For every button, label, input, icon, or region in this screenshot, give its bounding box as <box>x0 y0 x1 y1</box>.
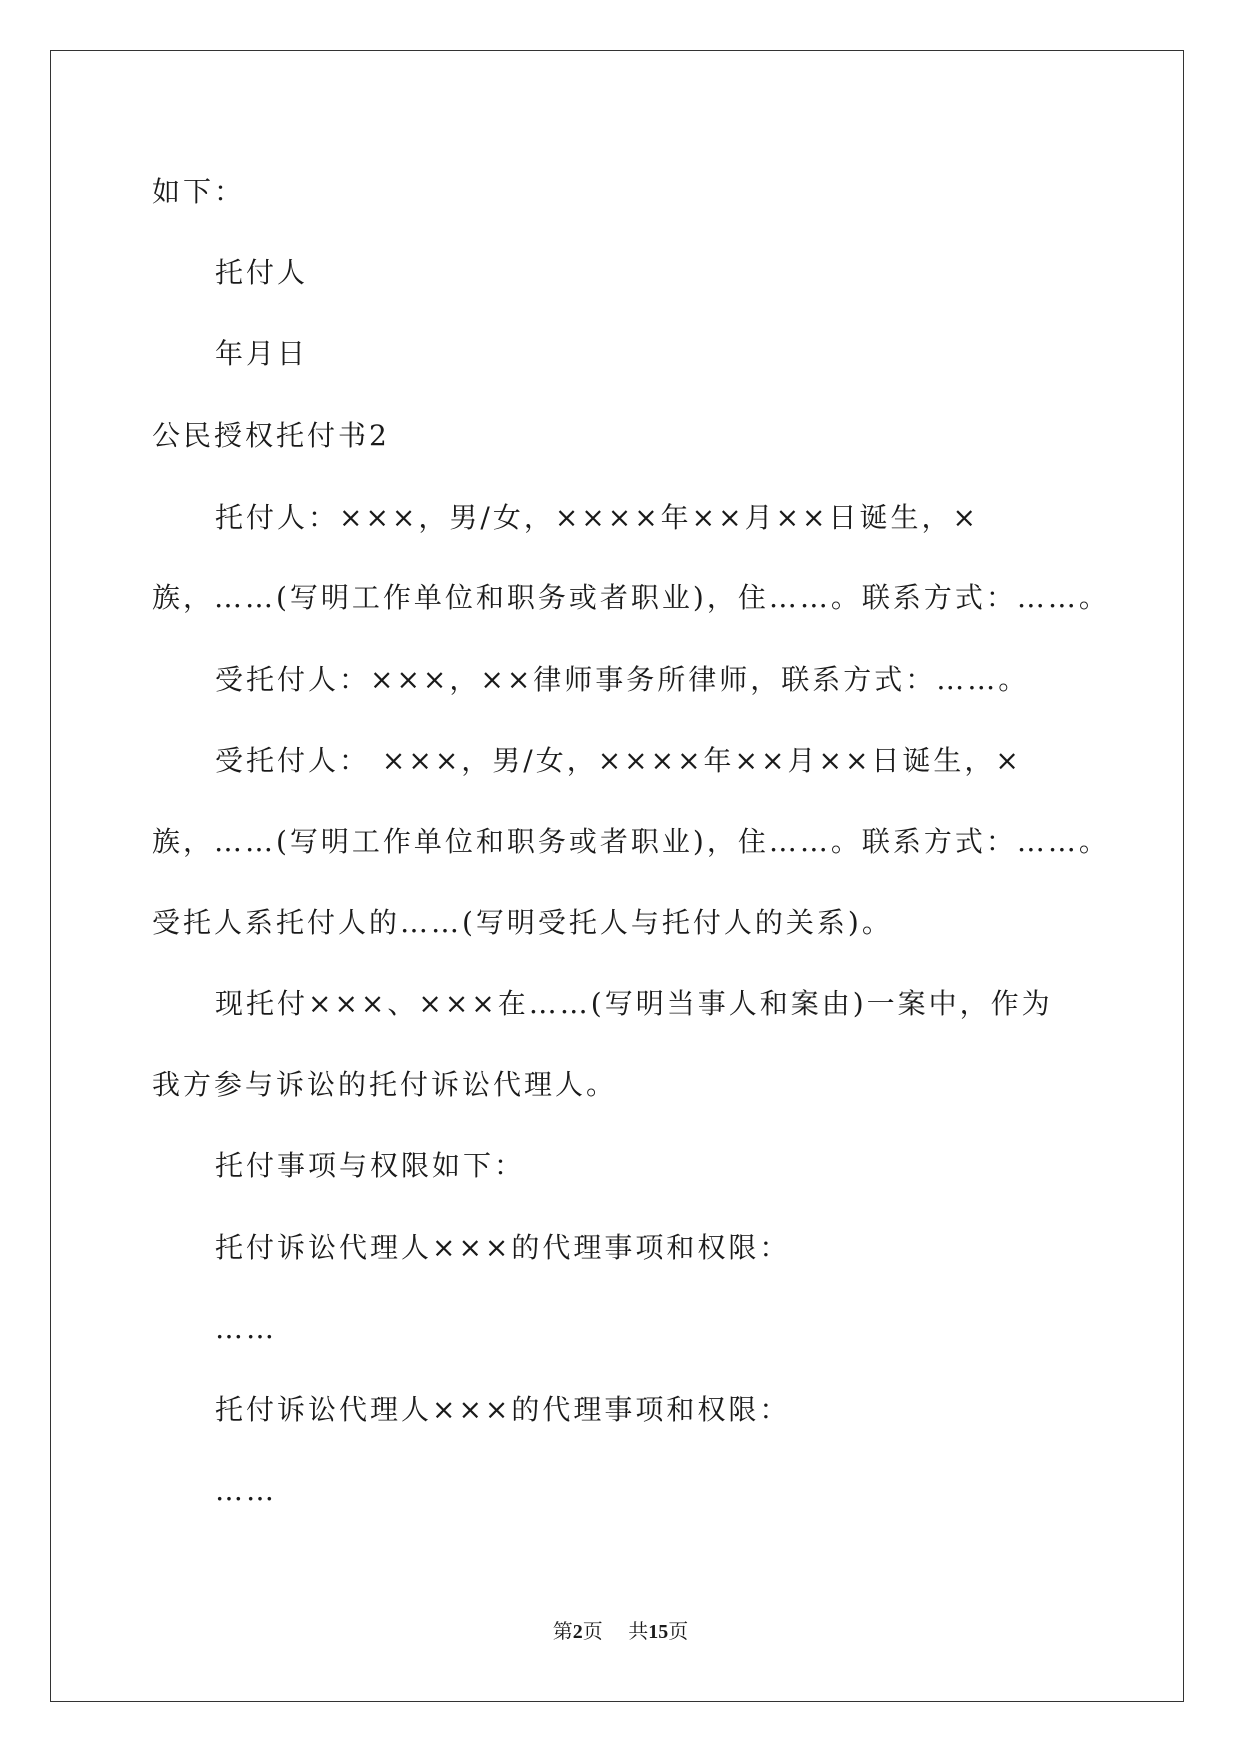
text-line-10: 受托人系托付人的……(写明受托人与托付人的关系)。 <box>152 906 893 939</box>
text-line-16: 托付诉讼代理人×××的代理事项和权限： <box>215 1393 791 1426</box>
footer-page-number: 2 <box>572 1621 583 1643</box>
text-line-17: …… <box>215 1474 277 1507</box>
text-line-8: 受托付人： ×××，男/女，××××年××月××日诞生，× <box>215 744 1022 777</box>
text-line-6: 族，……(写明工作单位和职务或者职业)，住……。联系方式：……。 <box>152 581 1110 614</box>
text-line-2: 托付人 <box>215 256 309 289</box>
text-line-13: 托付事项与权限如下： <box>215 1149 526 1182</box>
text-line-15: …… <box>215 1312 277 1345</box>
text-line-9: 族，……(写明工作单位和职务或者职业)，住……。联系方式：……。 <box>152 825 1110 858</box>
text-line-5: 托付人：×××，男/女，××××年××月××日诞生，× <box>215 501 979 534</box>
text-line-12: 我方参与诉讼的托付诉讼代理人。 <box>152 1068 618 1101</box>
text-line-11: 现托付×××、×××在……(写明当事人和案由)一案中，作为 <box>215 987 1053 1020</box>
text-line-7: 受托付人：×××，××律师事务所律师，联系方式：……。 <box>215 663 1030 696</box>
page-border <box>50 50 1184 1702</box>
footer-page-prefix: 第 <box>552 1619 573 1643</box>
text-line-1: 如下： <box>152 175 246 208</box>
text-line-3: 年月日 <box>215 337 309 370</box>
section-heading: 公民授权托付书2 <box>152 419 390 452</box>
page-footer <box>0 1618 1241 1645</box>
footer-total-prefix: 共 <box>628 1619 649 1643</box>
footer-page-suffix: 页 <box>582 1619 603 1643</box>
text-line-14: 托付诉讼代理人×××的代理事项和权限： <box>215 1231 791 1264</box>
footer-total-suffix: 页 <box>668 1619 689 1643</box>
footer-total-pages: 15 <box>648 1621 669 1643</box>
